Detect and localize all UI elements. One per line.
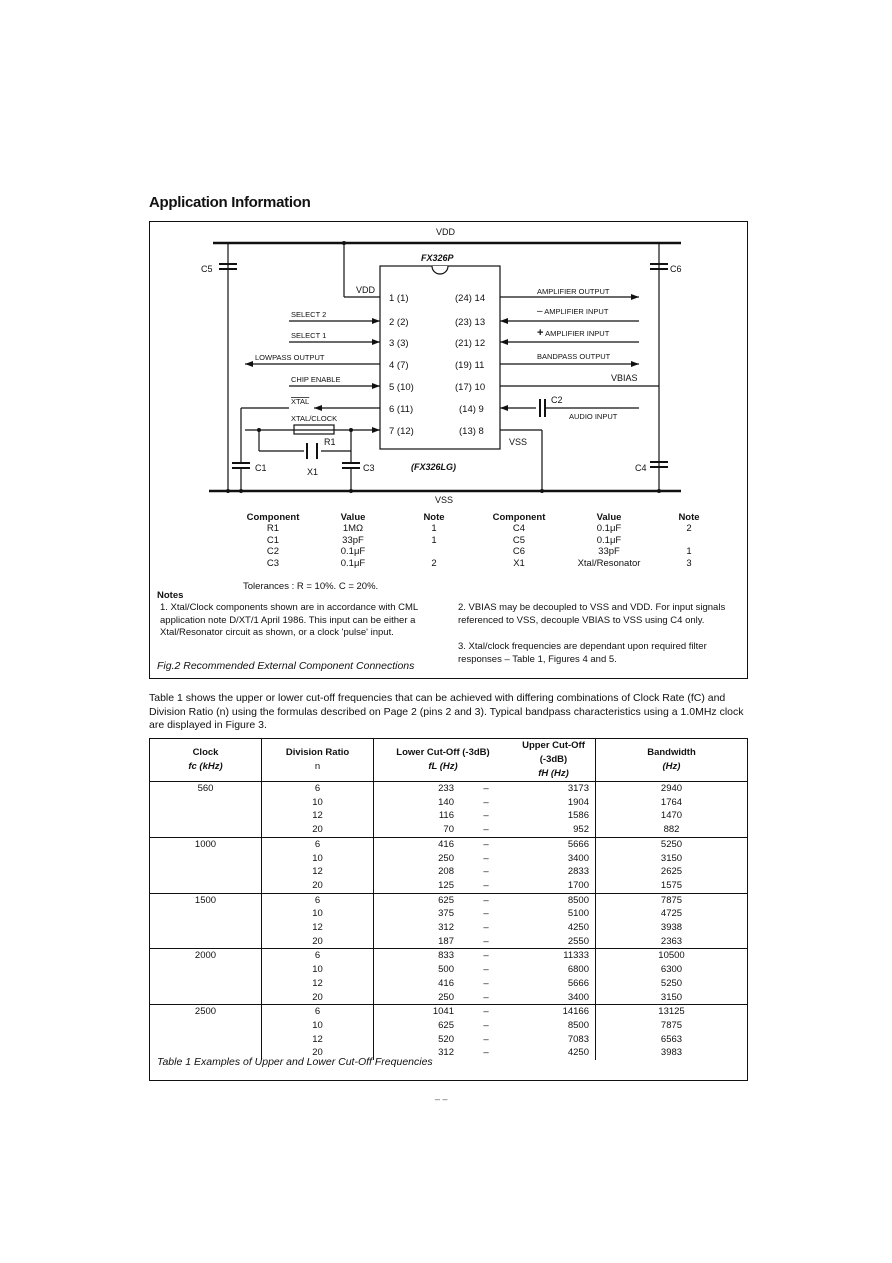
table-row (150, 935, 747, 949)
clock-cell: 1000 (194, 838, 217, 850)
division-cell: 20 (262, 1046, 374, 1060)
dash-cell: – (483, 796, 489, 808)
bandwidth-cell: 7875 (596, 1019, 748, 1033)
pin-13: (23) 13 (455, 317, 486, 328)
clock-cell (150, 852, 262, 866)
upper-cutoff-cell: 1700 (512, 879, 596, 893)
clock-cell (150, 963, 262, 977)
lower-cutoff-cell: 520 (374, 1033, 461, 1047)
note-2: 2. VBIAS may be decoupled to VSS and VDD. For input signals referenced to VSS, decouple VBIAS to VSS using C4 only. (458, 602, 726, 626)
bandwidth-cell: 3150 (596, 852, 748, 866)
table-row (150, 852, 747, 866)
division-cell: 10 (262, 796, 374, 810)
clock-cell (150, 796, 262, 810)
clock-cell (150, 823, 262, 837)
table-row (150, 809, 747, 823)
clock-cell: 560 (197, 783, 214, 794)
upper-cutoff-cell: 4250 (567, 1047, 589, 1059)
division-cell: 12 (262, 921, 374, 935)
table-row (150, 796, 747, 810)
upper-cutoff-cell: 14166 (562, 1006, 589, 1018)
table-row (150, 1019, 747, 1033)
chip-top-label: FX326P (421, 253, 454, 263)
dash-cell: – (483, 964, 489, 976)
lower-cutoff-cell: 70 (374, 823, 461, 837)
vdd-rail-label: VDD (436, 227, 456, 237)
table-row: R1 1MΩ 1 C4 0.1μF 2 (266, 523, 692, 534)
body-paragraph: Table 1 shows the upper or lower cut-off frequencies that can be achieved with differing combinations of Clock Rate (fC) and Division Ratio (n) using the formulas described on Page 2 (pins 2 and 3). Typical bandpass characteristics using a 1.0MHz clock are displayed in Figure 3. (149, 692, 744, 731)
division-cell: 6 (262, 782, 374, 796)
division-cell: 6 (262, 893, 374, 907)
clock-cell (150, 977, 262, 991)
clock-cell (150, 865, 262, 879)
c4-label: C4 (635, 463, 647, 473)
table-row (150, 921, 747, 935)
bandwidth-cell: 882 (596, 823, 748, 837)
bandwidth-cell: 6563 (596, 1033, 748, 1047)
lower-cutoff-cell: 250 (374, 991, 461, 1005)
lower-cutoff-cell: 140 (374, 796, 461, 810)
dash-cell: – (483, 852, 489, 864)
division-cell: 10 (262, 963, 374, 977)
pin-9: (14) 9 (459, 404, 484, 415)
bandwidth-cell: 2363 (596, 935, 748, 949)
pin-1: 1 (1) (389, 293, 409, 304)
pin-2: 2 (2) (389, 317, 409, 328)
dash-cell: – (460, 823, 512, 837)
table-row (150, 963, 747, 977)
pin-12: (21) 12 (455, 338, 486, 349)
division-cell: 20 (262, 935, 374, 949)
bandwidth-cell: 1470 (596, 809, 748, 823)
r1-label: R1 (324, 437, 336, 447)
upper-cutoff-cell: 11333 (563, 950, 589, 962)
upper-cutoff-cell: 2550 (512, 935, 596, 949)
table-row (150, 879, 747, 893)
bandwidth-cell: 7875 (596, 893, 748, 907)
clock-cell (150, 935, 262, 949)
dash-cell: – (483, 810, 489, 822)
lower-cutoff-header: Lower Cut-Off (-3dB) fL (Hz) (374, 739, 513, 782)
dash-cell: – (483, 950, 489, 962)
upper-cutoff-cell: 5666 (567, 977, 589, 989)
upper-cutoff-cell: 3400 (512, 991, 596, 1005)
bandpass-signal: BANDPASS OUTPUT (537, 352, 611, 361)
dash-cell: – (460, 879, 512, 893)
division-cell: 12 (262, 977, 374, 991)
dash-cell: – (483, 1047, 489, 1059)
table-row (150, 977, 747, 991)
xtal-signal: XTAL (291, 397, 310, 406)
table-row (150, 893, 747, 907)
frequency-table (150, 739, 747, 1060)
table-row (150, 1005, 747, 1019)
value-header: Value (596, 512, 622, 523)
upper-cutoff-cell: 5666 (567, 838, 589, 850)
upper-cutoff-cell: 8500 (567, 894, 589, 906)
division-cell: 20 (262, 991, 374, 1005)
clock-cell (150, 809, 262, 823)
lower-cutoff-cell: 833 (374, 949, 461, 963)
pin-3: 3 (3) (389, 338, 409, 349)
select1-signal: SELECT 1 (291, 331, 327, 340)
select2-signal: SELECT 2 (291, 310, 327, 319)
pin-4: 4 (7) (389, 360, 409, 371)
amp-input-pos-signal: + AMPLIFIER INPUT (537, 327, 610, 339)
table-row (150, 1033, 747, 1047)
upper-cutoff-cell: 5100 (567, 908, 589, 920)
upper-cutoff-cell: 2833 (567, 866, 589, 878)
xtal-clock-signal: XTAL/CLOCK (291, 414, 338, 423)
division-cell: 10 (262, 1019, 374, 1033)
pin-5: 5 (10) (389, 382, 414, 393)
audio-input-signal: AUDIO INPUT (569, 412, 618, 421)
upper-cutoff-cell: 3173 (567, 783, 589, 794)
upper-cutoff-cell: 4250 (567, 922, 589, 934)
dash-cell: – (483, 977, 489, 989)
vbias-label: VBIAS (611, 373, 638, 383)
table-row (150, 837, 747, 851)
comp-header: Component (246, 512, 300, 523)
vdd-pin-label: VDD (356, 285, 376, 295)
division-cell: 12 (262, 865, 374, 879)
tolerances: Tolerances : R = 10%. C = 20%. (243, 581, 379, 592)
c3-label: C3 (363, 463, 375, 473)
vss-pin-label: VSS (509, 437, 528, 447)
c1-label: C1 (255, 463, 267, 473)
division-cell: 20 (262, 823, 374, 837)
dash-cell: – (483, 894, 489, 906)
division-cell: 6 (262, 1005, 374, 1019)
pin-6: 6 (11) (389, 404, 414, 415)
amp-input-neg-signal: – AMPLIFIER INPUT (537, 306, 609, 317)
amp-output-signal: AMPLIFIER OUTPUT (537, 287, 610, 296)
note-3: 3. Xtal/clock frequencies are dependant upon required filter responses – Table 1, Figures 4 and 5. (458, 641, 707, 665)
lower-cutoff-cell: 233 (374, 782, 461, 796)
bandwidth-cell: 6300 (596, 963, 748, 977)
page-footer: – – (435, 1094, 448, 1104)
clock-cell: 2000 (194, 950, 217, 962)
dash-cell: – (483, 783, 489, 794)
clock-cell (150, 1033, 262, 1047)
dash-cell: – (483, 866, 489, 878)
value-header: Value (340, 512, 366, 523)
pin-10: (17) 10 (455, 382, 486, 393)
upper-cutoff-header: Upper Cut-Off (-3dB) fH (Hz) (512, 739, 596, 782)
dash-cell: – (483, 1033, 489, 1045)
comp-header: Component (492, 512, 546, 523)
bandwidth-cell: 1575 (596, 879, 748, 893)
division-cell: 12 (262, 809, 374, 823)
clock-cell (150, 921, 262, 935)
pin-8: (13) 8 (459, 426, 484, 437)
clock-header: Clock fc (kHz) (150, 739, 262, 782)
lower-cutoff-cell: 125 (374, 879, 461, 893)
lower-cutoff-cell: 416 (374, 837, 461, 851)
component-table (232, 512, 722, 569)
chip-bottom-label: (FX326LG) (411, 462, 457, 472)
table-row (150, 991, 747, 1005)
table-row (150, 782, 747, 796)
upper-cutoff-cell: 8500 (567, 1019, 589, 1031)
division-header: Division Ratio n (262, 739, 374, 782)
table-row: C1 33pF 1 C5 0.1μF (266, 534, 622, 546)
table-row (150, 907, 747, 921)
lower-cutoff-cell: 625 (374, 893, 461, 907)
clock-cell: 2500 (194, 1006, 217, 1018)
lower-cutoff-cell: 116 (374, 809, 461, 823)
c2-label: C2 (551, 395, 563, 405)
division-cell: 12 (262, 1033, 374, 1047)
division-cell: 10 (262, 907, 374, 921)
dash-cell: – (460, 991, 512, 1005)
notes-title: Notes (157, 590, 184, 601)
upper-cutoff-cell: 7083 (567, 1033, 589, 1045)
lower-cutoff-cell: 187 (374, 935, 461, 949)
dash-cell: – (483, 838, 489, 850)
division-cell: 6 (262, 837, 374, 851)
dash-cell: – (483, 922, 489, 934)
upper-cutoff-cell: 6800 (567, 964, 589, 976)
pin-7: 7 (12) (389, 426, 414, 437)
lower-cutoff-cell: 250 (374, 852, 461, 866)
table-row: C3 0.1μF 2 X1 Xtal/Resonator 3 (266, 557, 692, 569)
lower-cutoff-cell: 312 (374, 1046, 461, 1060)
dash-cell: – (483, 1006, 489, 1018)
bandwidth-cell: 3938 (596, 921, 748, 935)
dash-cell: – (483, 1019, 489, 1031)
table-row (150, 823, 747, 837)
x1-label: X1 (307, 467, 319, 477)
clock-cell (150, 991, 262, 1005)
lower-cutoff-cell: 1041 (374, 1005, 461, 1019)
division-cell: 20 (262, 879, 374, 893)
bandwidth-cell: 3150 (596, 991, 748, 1005)
note-header: Note (678, 512, 700, 523)
division-cell: 10 (262, 852, 374, 866)
pin-14: (24) 14 (455, 293, 486, 304)
table-caption: Table 1 Examples of Upper and Lower Cut-Off Frequencies (157, 1056, 433, 1068)
figure-caption: Fig.2 Recommended External Component Connections (157, 660, 415, 672)
bandwidth-cell: 2625 (596, 865, 748, 879)
table-row: C2 0.1μF C6 33pF 1 (266, 546, 692, 557)
bandwidth-cell: 13125 (596, 1005, 748, 1019)
clock-cell (150, 907, 262, 921)
upper-cutoff-cell: 1904 (567, 796, 589, 808)
pin-11: (19) 11 (455, 360, 485, 371)
table-row (150, 949, 747, 963)
lower-cutoff-cell: 625 (374, 1019, 461, 1033)
upper-cutoff-cell: 952 (512, 823, 596, 837)
upper-cutoff-cell: 1586 (567, 810, 589, 822)
clock-cell (150, 1019, 262, 1033)
bandwidth-cell: 1764 (596, 796, 748, 810)
note-1: 1. Xtal/Clock components shown are in accordance with CML application note D/XT/1 April 1986. This input can be either a Xtal/Resonator circuit as shown, or a clock 'pulse' input. (160, 602, 418, 638)
bandwidth-cell: 3983 (596, 1046, 748, 1060)
frequency-table-frame (149, 738, 748, 1081)
bandwidth-cell: 5250 (596, 837, 748, 851)
note-header: Note (423, 512, 445, 523)
section-heading: Application Information (149, 194, 311, 211)
lower-cutoff-cell: 500 (374, 963, 461, 977)
upper-cutoff-cell: 3400 (567, 852, 589, 864)
bandwidth-header: Bandwidth (Hz) (596, 739, 748, 782)
vss-rail-label: VSS (435, 495, 454, 505)
lower-cutoff-cell: 416 (374, 977, 461, 991)
c5-label: C5 (201, 264, 213, 274)
dash-cell: – (483, 908, 489, 920)
clock-cell: 1500 (194, 894, 217, 906)
division-cell: 6 (262, 949, 374, 963)
dash-cell: – (460, 935, 512, 949)
lower-cutoff-cell: 312 (374, 921, 461, 935)
lower-cutoff-cell: 208 (374, 865, 461, 879)
bandwidth-cell: 2940 (596, 782, 748, 796)
table-row (150, 865, 747, 879)
c6-label: C6 (670, 264, 682, 274)
clock-cell (150, 879, 262, 893)
lowpass-signal: LOWPASS OUTPUT (255, 353, 325, 362)
bandwidth-cell: 10500 (596, 949, 748, 963)
bandwidth-cell: 4725 (596, 907, 748, 921)
bandwidth-cell: 5250 (596, 977, 748, 991)
lower-cutoff-cell: 375 (374, 907, 461, 921)
chip-enable-signal: CHIP ENABLE (291, 375, 341, 384)
